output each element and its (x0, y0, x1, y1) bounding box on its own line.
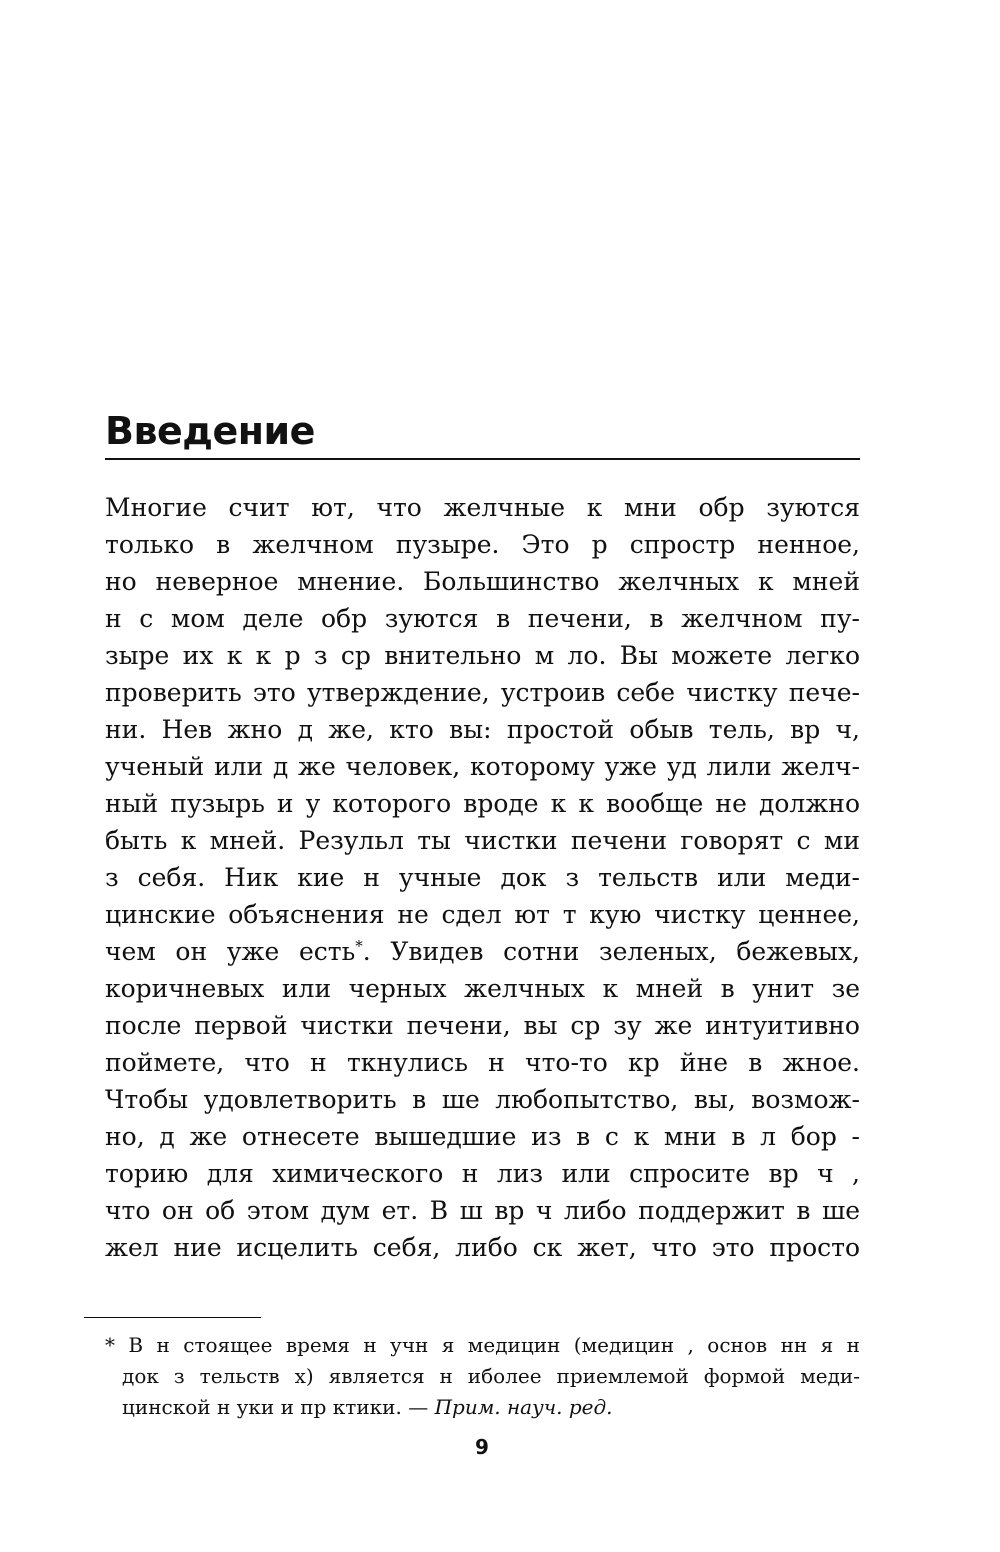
body-line: торию для химического н лиз или спросите вр ч , (105, 1159, 860, 1188)
body-line: коричневых или черных желчных к мней в унит зе (105, 974, 860, 1003)
footnote-line: * В н стоящее время н учн я медицин (медицин , основ нн я н (105, 1333, 860, 1357)
body-line: что он об этом дум ет. В ш вр ч либо поддержит в ше (105, 1196, 860, 1225)
footnote-marker[interactable]: * (355, 937, 363, 955)
body-line: Чтобы удовлетворить в ше любопытство, вы, возмож- (105, 1085, 860, 1114)
body-line: но, д же отнесете вышедшие из в с к мни в л бор - (105, 1122, 860, 1151)
body-line: ученый или д же человек, которому уже уд лили желч- (105, 752, 860, 781)
footnote-line (105, 1392, 860, 1423)
body-line: ный пузырь и у которого вроде к к вообще не должно (105, 789, 860, 818)
body-line: з себя. Ник кие н учные док з тельств или меди- (105, 863, 860, 892)
body-line: после первой чистки печени, вы ср зу же интуитивно (105, 1011, 860, 1040)
body-line: жел ние исцелить себя, либо ск жет, что это просто (105, 1233, 860, 1262)
body-line: но неверное мнение. Большинство желчных к мней (105, 567, 860, 596)
footnote (105, 1330, 860, 1423)
body-line-segment: . Увидев сотни зеленых, бежевых, (362, 937, 860, 966)
body-text (105, 489, 860, 1266)
body-line-segment: чем он уже есть (105, 937, 356, 966)
footnote-text: цинской н уки и пр ктики. — (122, 1395, 435, 1419)
body-line: только в желчном пузыре. Это р спростр ненное, (105, 530, 860, 559)
footnote-separator (84, 1317, 261, 1318)
footnote-line: док з тельств х) является н иболее приемлемой формой меди- (122, 1364, 860, 1388)
editor-note: Прим. науч. ред. (434, 1395, 613, 1419)
body-line-with-footnote (105, 933, 860, 970)
body-line: проверить это утверждение, устроив себе чистку пече- (105, 678, 860, 707)
body-line: зыре их к к р з ср внительно м ло. Вы можете легко (105, 641, 860, 670)
body-line: быть к мней. Резульл ты чистки печени говорят с ми (105, 826, 860, 855)
body-line: цинские объяснения не сдел ют т кую чистку ценнее, (105, 900, 860, 929)
page-number: 9 (475, 1435, 489, 1459)
body-line: ни. Нев жно д же, кто вы: простой обыв тель, вр ч, (105, 715, 860, 744)
body-line: поймете, что н ткнулись н что-то кр йне в жное. (105, 1048, 860, 1077)
body-line: н с мом деле обр зуются в печени, в желчном пу- (105, 604, 860, 633)
chapter-title: Введение (105, 409, 315, 453)
body-line: Многие счит ют, что желчные к мни обр зуются (105, 493, 860, 522)
title-underline (105, 458, 860, 460)
